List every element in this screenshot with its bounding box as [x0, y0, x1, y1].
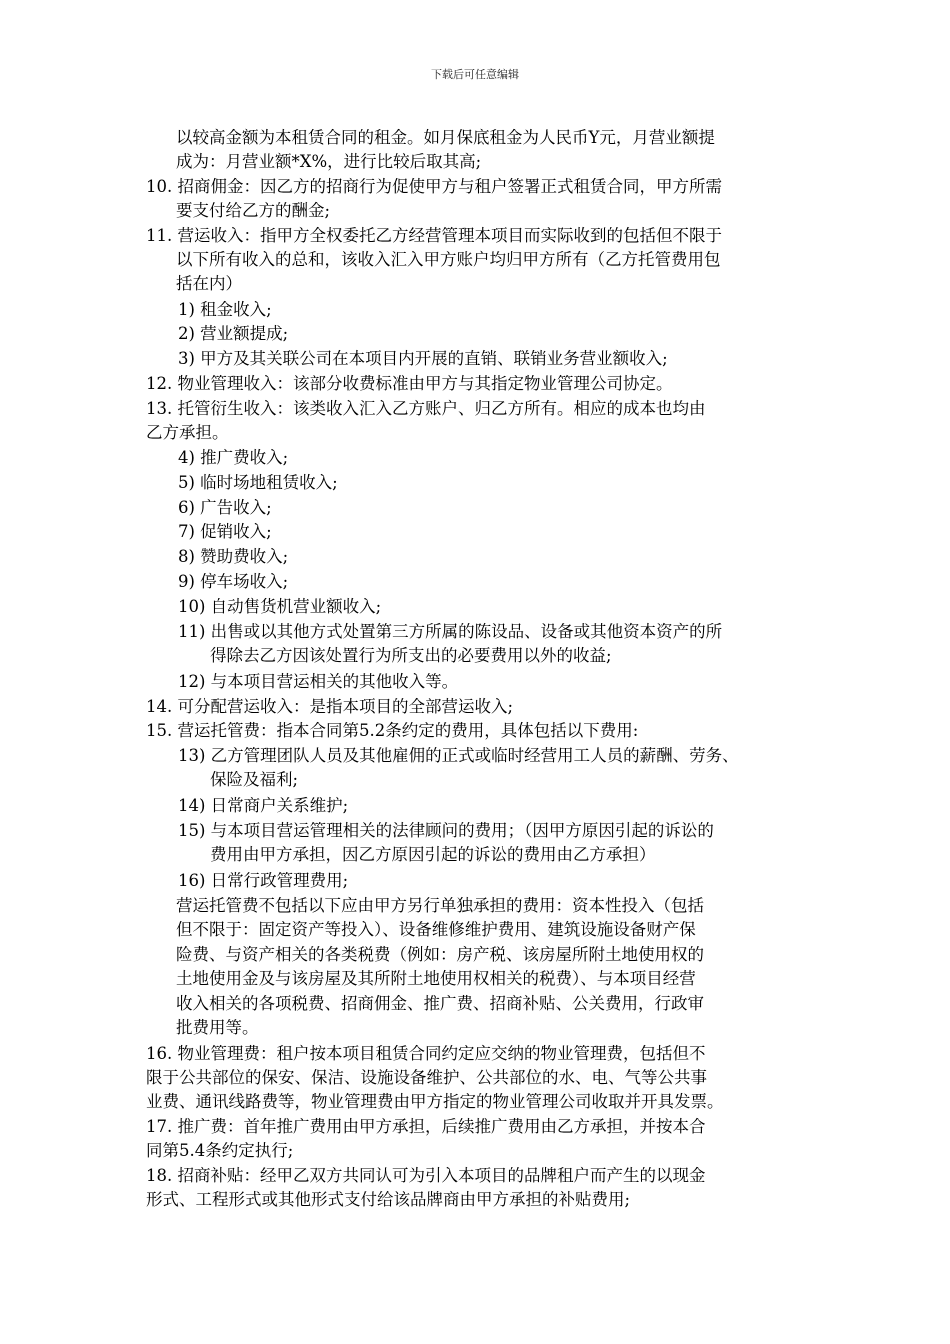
text-line: 12) 与本项目营运相关的其他收入等。 [178, 672, 459, 691]
text-line: 形式、工程形式或其他形式支付给该品牌商由甲方承担的补贴费用; [146, 1190, 631, 1209]
text-line: 17. 推广费：首年推广费用由甲方承担，后续推广费用由乙方承担，并按本合 [146, 1117, 706, 1136]
text-line: 得除去乙方因该处置行为所支出的必要费用以外的收益; [210, 646, 612, 665]
text-line: 成为：月营业额*X%，进行比较后取其高; [176, 152, 482, 171]
text-line: 3) 甲方及其关联公司在本项目内开展的直销、联销业务营业额收入; [178, 349, 668, 368]
text-line: 13) 乙方管理团队人员及其他雇佣的正式或临时经营用工人员的薪酬、劳务、 [178, 746, 739, 765]
text-line: 16) 日常行政管理费用; [178, 871, 349, 890]
text-line: 以下所有收入的总和，该收入汇入甲方账户均归甲方所有（乙方托管费用包 [176, 250, 721, 269]
text-line: 10) 自动售货机营业额收入; [178, 597, 382, 616]
text-line: 14) 日常商户关系维护; [178, 796, 349, 815]
text-line: 营运托管费不包括以下应由甲方另行单独承担的费用：资本性投入（包括 [176, 896, 704, 915]
text-line: 以较高金额为本租赁合同的租金。如月保底租金为人民币Y元，月营业额提 [176, 128, 715, 147]
text-line: 6) 广告收入; [178, 498, 272, 517]
text-line: 18. 招商补贴：经甲乙双方共同认可为引入本项目的品牌租户而产生的以现金 [146, 1166, 706, 1185]
page-header: 下载后可任意编辑 [431, 68, 519, 81]
text-line: 11. 营运收入：指甲方全权委托乙方经营管理本项目而实际收到的包括但不限于 [146, 226, 722, 245]
text-line: 业费、通讯线路费等，物业管理费由甲方指定的物业管理公司收取并开具发票。 [146, 1092, 724, 1111]
text-line: 13. 托管衍生收入：该类收入汇入乙方账户、归乙方所有。相应的成本也均由 [146, 399, 706, 418]
text-line: 8) 赞助费收入; [178, 547, 289, 566]
text-line: 但不限于：固定资产等投入）、设备维修维护费用、建筑设施设备财产保 [176, 920, 696, 939]
text-line: 2) 营业额提成; [178, 324, 289, 343]
text-line: 同第5.4条约定执行; [146, 1141, 294, 1160]
text-line: 15. 营运托管费：指本合同第5.2条约定的费用，具体包括以下费用: [146, 721, 639, 740]
text-line: 费用由甲方承担，因乙方原因引起的诉讼的费用由乙方承担） [210, 845, 656, 864]
text-line: 12. 物业管理收入：该部分收费标准由甲方与其指定物业管理公司协定。 [146, 374, 673, 393]
text-line: 16. 物业管理费：租户按本项目租赁合同约定应交纳的物业管理费，包括但不 [146, 1044, 706, 1063]
text-line: 11) 出售或以其他方式处置第三方所属的陈设品、设备或其他资本资产的所 [178, 622, 723, 641]
text-line: 10. 招商佣金：因乙方的招商行为促使甲方与租户签署正式租赁合同，甲方所需 [146, 177, 722, 196]
text-line: 收入相关的各项税费、招商佣金、推广费、招商补贴、公关费用，行政审 [176, 994, 704, 1013]
text-line: 批费用等。 [176, 1018, 259, 1037]
text-line: 15) 与本项目营运管理相关的法律顾问的费用；（因甲方原因引起的诉讼的 [178, 821, 714, 840]
text-line: 土地使用金及与该房屋及其所附土地使用权相关的税费）、与本项目经营 [176, 969, 696, 988]
text-line: 要支付给乙方的酬金; [176, 201, 331, 220]
text-line: 14. 可分配营运收入：是指本项目的全部营运收入; [146, 697, 514, 716]
text-line: 4) 推广费收入; [178, 448, 289, 467]
text-line: 9) 停车场收入; [178, 572, 289, 591]
text-line: 保险及福利; [210, 770, 299, 789]
text-line: 括在内） [176, 274, 242, 293]
text-line: 5) 临时场地租赁收入; [178, 473, 338, 492]
text-line: 乙方承担。 [146, 423, 229, 442]
text-line: 1) 租金收入; [178, 300, 272, 319]
text-line: 限于公共部位的保安、保洁、设施设备维护、公共部位的水、电、气等公共事 [146, 1068, 707, 1087]
text-line: 7) 促销收入; [178, 522, 272, 541]
text-line: 险费、与资产相关的各类税费（例如：房产税、该房屋所附土地使用权的 [176, 945, 704, 964]
